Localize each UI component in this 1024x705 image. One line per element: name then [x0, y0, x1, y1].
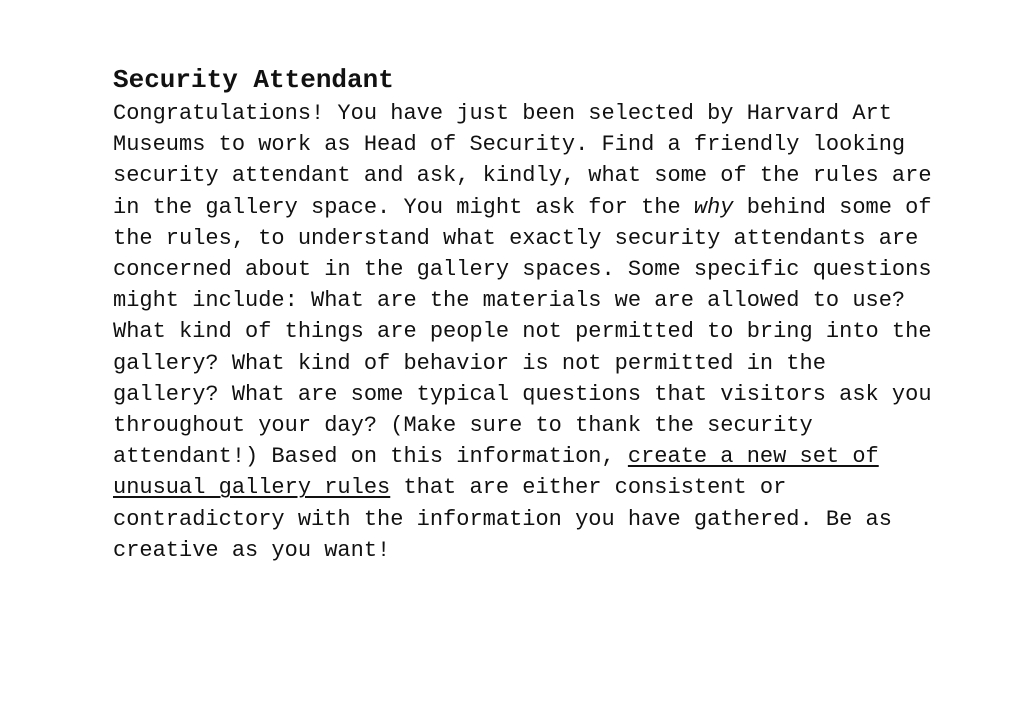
paragraph-text-questions: behind some of the rules, to understand what exactly security attendants are concerned about in the gallery spaces. Some specific questions might include: What are the materials we are allowed to use? What kind of things are people not permitted to bring into the gallery? What kind of behavior is not permitted in the gallery? What are some typical questions that visitors ask you throughout your day? (Make sure to thank the security attendant!) Based on this information, [113, 194, 932, 470]
emphasized-word: why [693, 194, 734, 220]
underlined-task: create a new set of unusual gallery rules [113, 444, 879, 501]
document-title: Security Attendant [113, 65, 394, 95]
document [113, 62, 933, 566]
paragraph-text-closing: that are either consistent or contradictory with the information you have gathered. Be as creative as you want! [113, 475, 892, 563]
paragraph-text-intro: Congratulations! You have just been selected by Harvard Art Museums to work as Head of Security. Find a friendly looking security attendant and ask, kindly, what some of the rules are in the gallery space. You might ask for the [113, 101, 932, 220]
instructions-paragraph [113, 98, 933, 566]
